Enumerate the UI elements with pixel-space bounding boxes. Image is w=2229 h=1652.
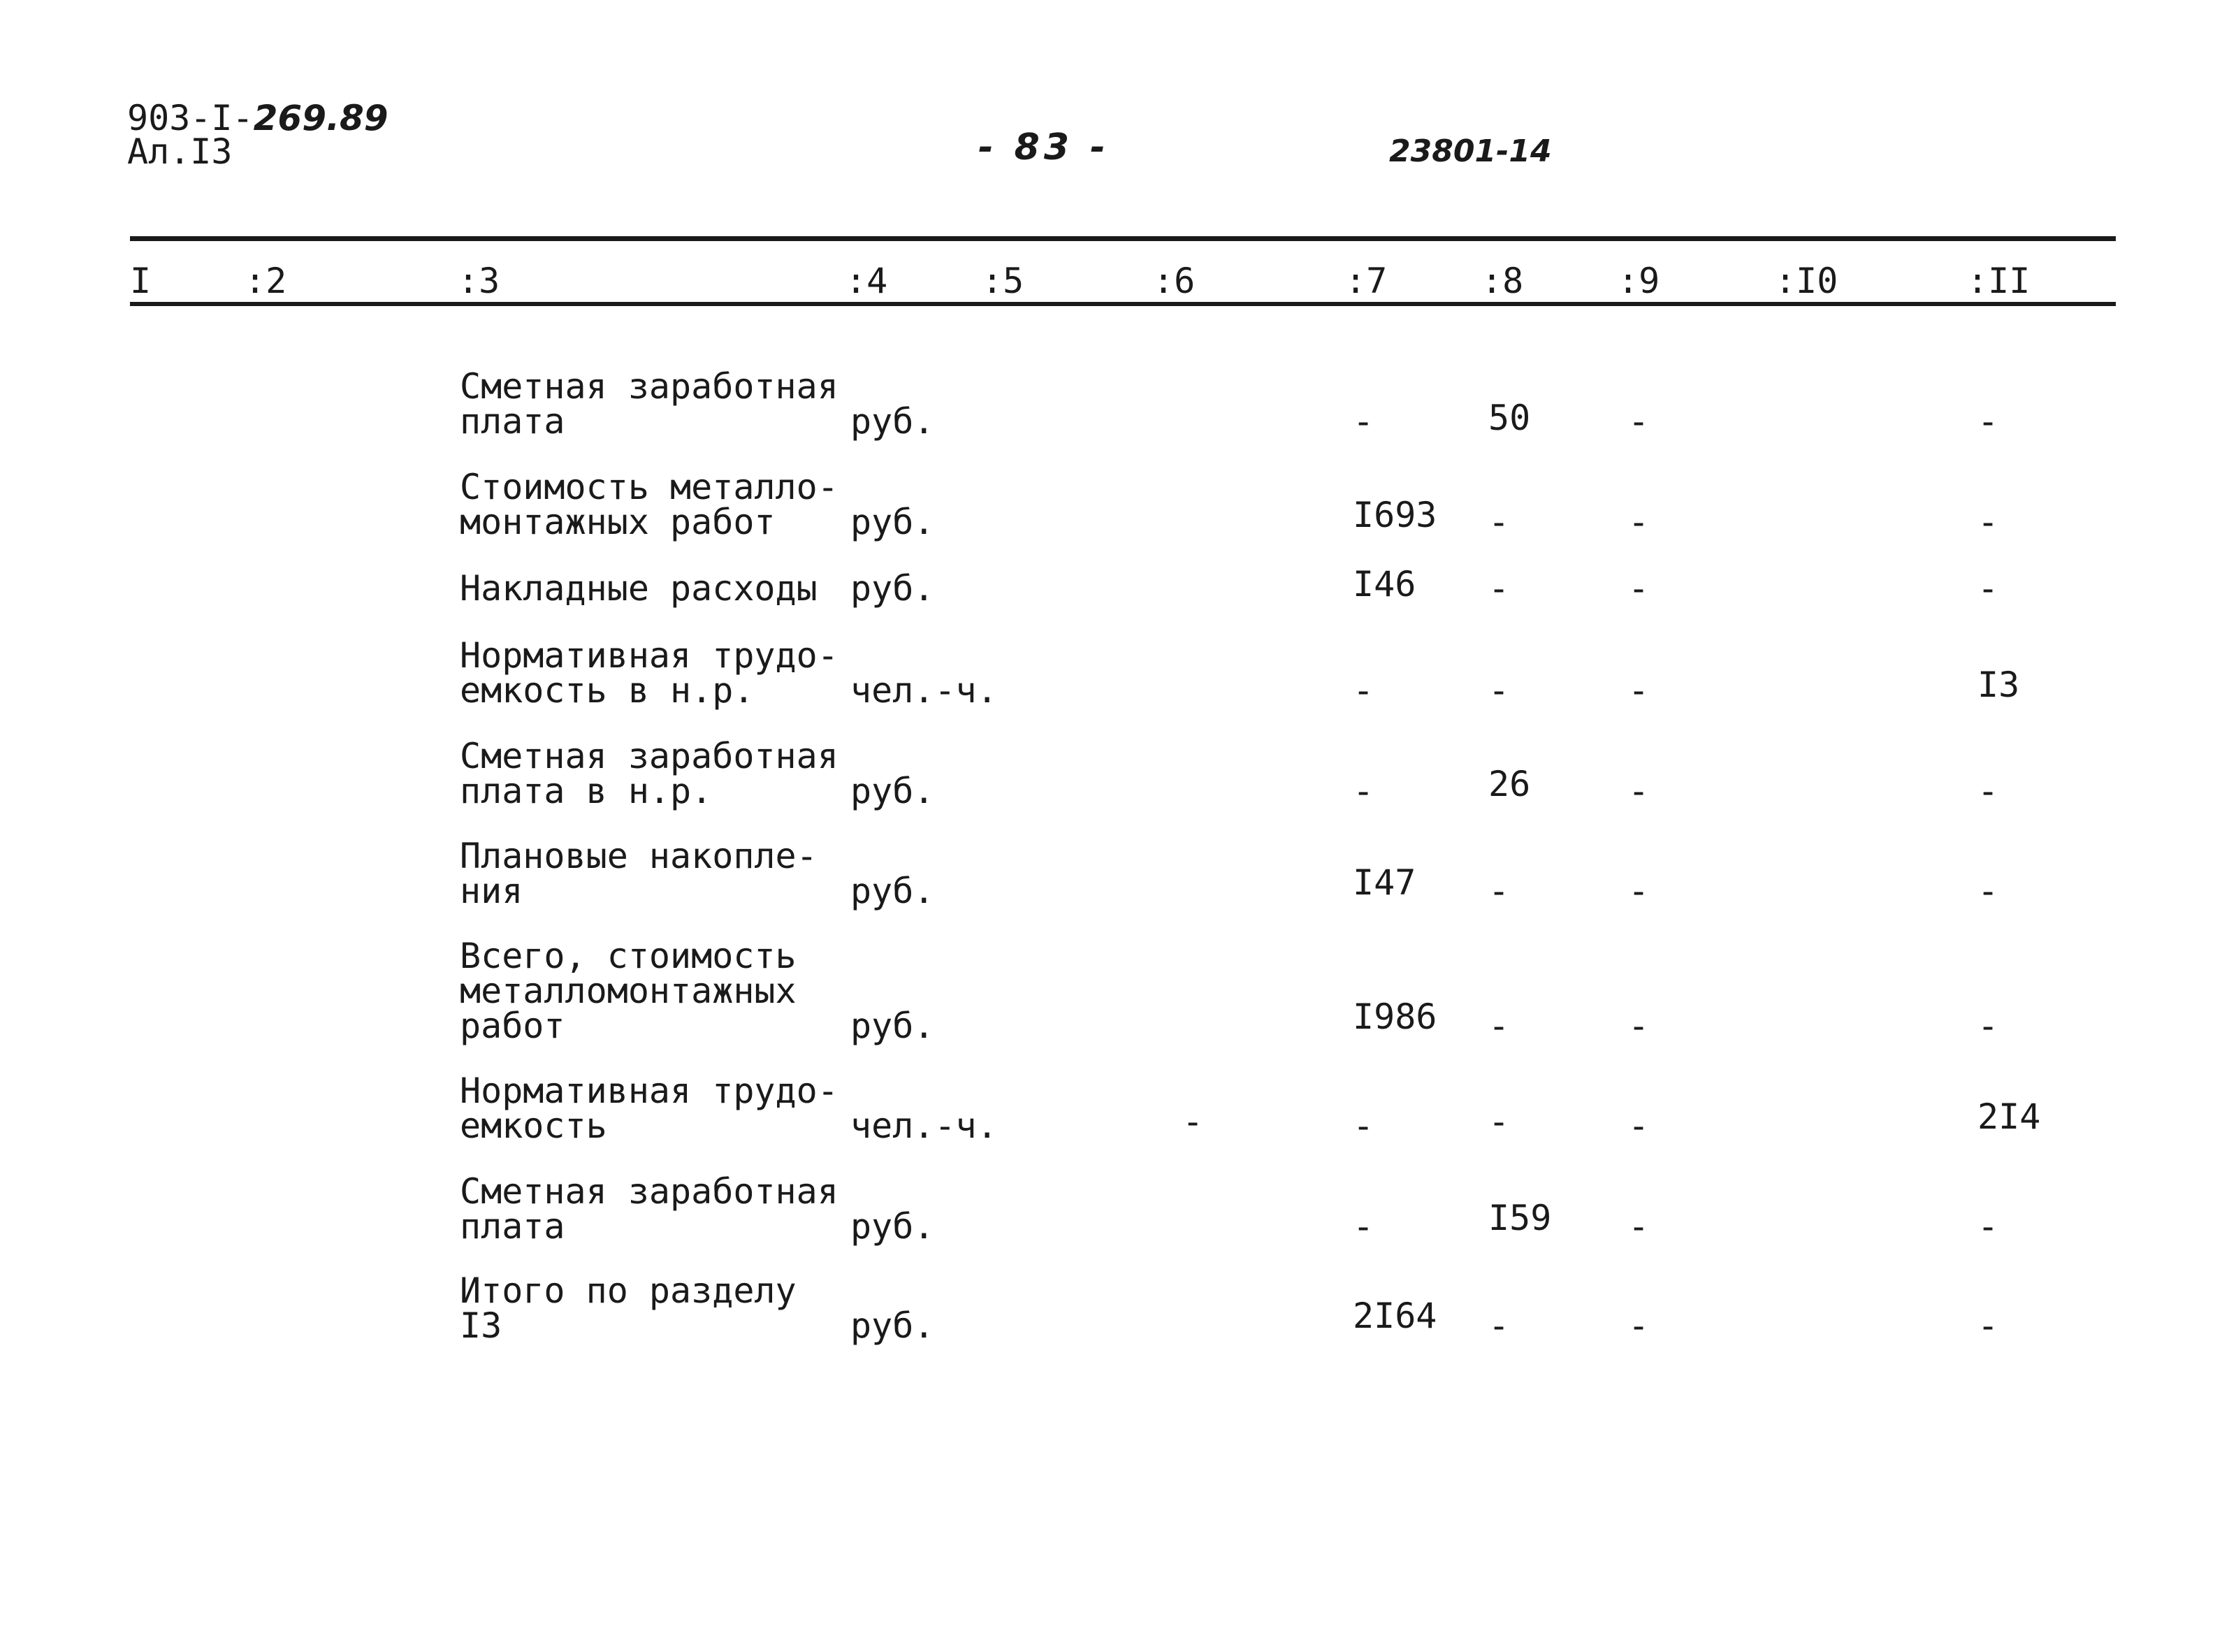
row-label: Итого по разделу I3 — [460, 1270, 797, 1346]
row-unit: руб. — [850, 1305, 935, 1346]
row-value-col9: - — [1628, 401, 1650, 442]
row-value-col7: I46 — [1353, 564, 1416, 604]
row-value-col8: 50 — [1488, 398, 1531, 438]
row-unit: руб. — [850, 771, 935, 811]
row-value-col11: - — [1977, 1206, 1999, 1247]
row-value-col9: - — [1628, 1106, 1650, 1146]
row-value-col11: I3 — [1977, 665, 2020, 705]
document-code-handwritten: 269.89 — [253, 98, 389, 138]
row-value-col9: - — [1628, 670, 1650, 711]
row-value-col8: I59 — [1488, 1198, 1552, 1238]
row-unit: руб. — [850, 401, 935, 442]
row-label: Нормативная трудо- емкость в н.р. — [460, 635, 838, 711]
row-value-col7: I986 — [1353, 997, 1437, 1037]
column-header: :9 — [1618, 261, 1660, 301]
row-value-col8: - — [1488, 871, 1510, 911]
row-value-col8: - — [1488, 1006, 1510, 1046]
row-value-col9: - — [1628, 771, 1650, 811]
row-label: Накладные расходы — [460, 568, 818, 609]
row-label: Всего, стоимость металломонтажных работ — [460, 936, 797, 1046]
row-value-col11: - — [1977, 1305, 1999, 1346]
row-value-col7: - — [1353, 771, 1374, 811]
row-value-col8: 26 — [1488, 764, 1531, 804]
column-header: :2 — [245, 261, 287, 301]
column-header: :7 — [1345, 261, 1388, 301]
row-label: Сметная заработная плата — [460, 1171, 838, 1247]
row-unit: руб. — [850, 502, 935, 542]
row-value-col11: - — [1977, 771, 1999, 811]
row-value-col8: - — [1488, 670, 1510, 711]
row-value-col9: - — [1628, 1305, 1650, 1346]
row-value-col6: - — [1182, 1101, 1204, 1142]
row-value-col11: - — [1977, 568, 1999, 609]
row-value-col8: - — [1488, 1101, 1510, 1142]
column-header: :4 — [845, 261, 888, 301]
row-label: Нормативная трудо- емкость — [460, 1071, 838, 1146]
table-header-rule — [130, 302, 2116, 306]
row-unit: руб. — [850, 1206, 935, 1247]
row-value-col11: - — [1977, 502, 1999, 542]
table-top-rule — [130, 236, 2116, 241]
row-value-col9: - — [1628, 871, 1650, 911]
column-header: :6 — [1153, 261, 1196, 301]
row-unit: руб. — [850, 568, 935, 609]
row-value-col11: - — [1977, 401, 1999, 442]
document-code-prefix: 903-I- — [127, 98, 254, 138]
row-unit: руб. — [850, 871, 935, 911]
row-value-col7: I693 — [1353, 495, 1437, 535]
row-unit: руб. — [850, 1006, 935, 1046]
row-value-col11: - — [1977, 871, 1999, 911]
row-label: Сметная заработная плата в н.р. — [460, 736, 838, 811]
row-value-col8: - — [1488, 502, 1510, 542]
column-header: :II — [1967, 261, 2031, 301]
row-value-col11: - — [1977, 1006, 1999, 1046]
row-value-col7: I47 — [1353, 862, 1416, 903]
row-label: Плановые накопле- ния — [460, 836, 818, 911]
row-unit: чел.-ч. — [850, 670, 998, 711]
row-value-col7: - — [1353, 1206, 1374, 1247]
row-value-col11: 2I4 — [1977, 1096, 2041, 1137]
column-header: :5 — [982, 261, 1024, 301]
row-value-col9: - — [1628, 568, 1650, 609]
column-header: I — [130, 261, 152, 301]
row-value-col9: - — [1628, 1006, 1650, 1046]
column-header: :I0 — [1775, 261, 1838, 301]
sheet-code: 23801-14 — [1389, 133, 1552, 169]
column-header: :8 — [1481, 261, 1524, 301]
sheet-label: Ал.I3 — [127, 131, 233, 172]
row-unit: чел.-ч. — [850, 1106, 998, 1146]
row-value-col9: - — [1628, 502, 1650, 542]
row-value-col7: - — [1353, 401, 1374, 442]
row-value-col8: - — [1488, 1305, 1510, 1346]
column-header: :3 — [458, 261, 500, 301]
row-value-col7: - — [1353, 670, 1374, 711]
row-value-col7: - — [1353, 1106, 1374, 1146]
row-label: Стоимость металло- монтажных работ — [460, 467, 838, 542]
row-value-col7: 2I64 — [1353, 1296, 1437, 1336]
row-value-col9: - — [1628, 1206, 1650, 1247]
row-value-col8: - — [1488, 568, 1510, 609]
page-number: - 83 - — [978, 126, 1110, 168]
row-label: Сметная заработная плата — [460, 366, 838, 442]
